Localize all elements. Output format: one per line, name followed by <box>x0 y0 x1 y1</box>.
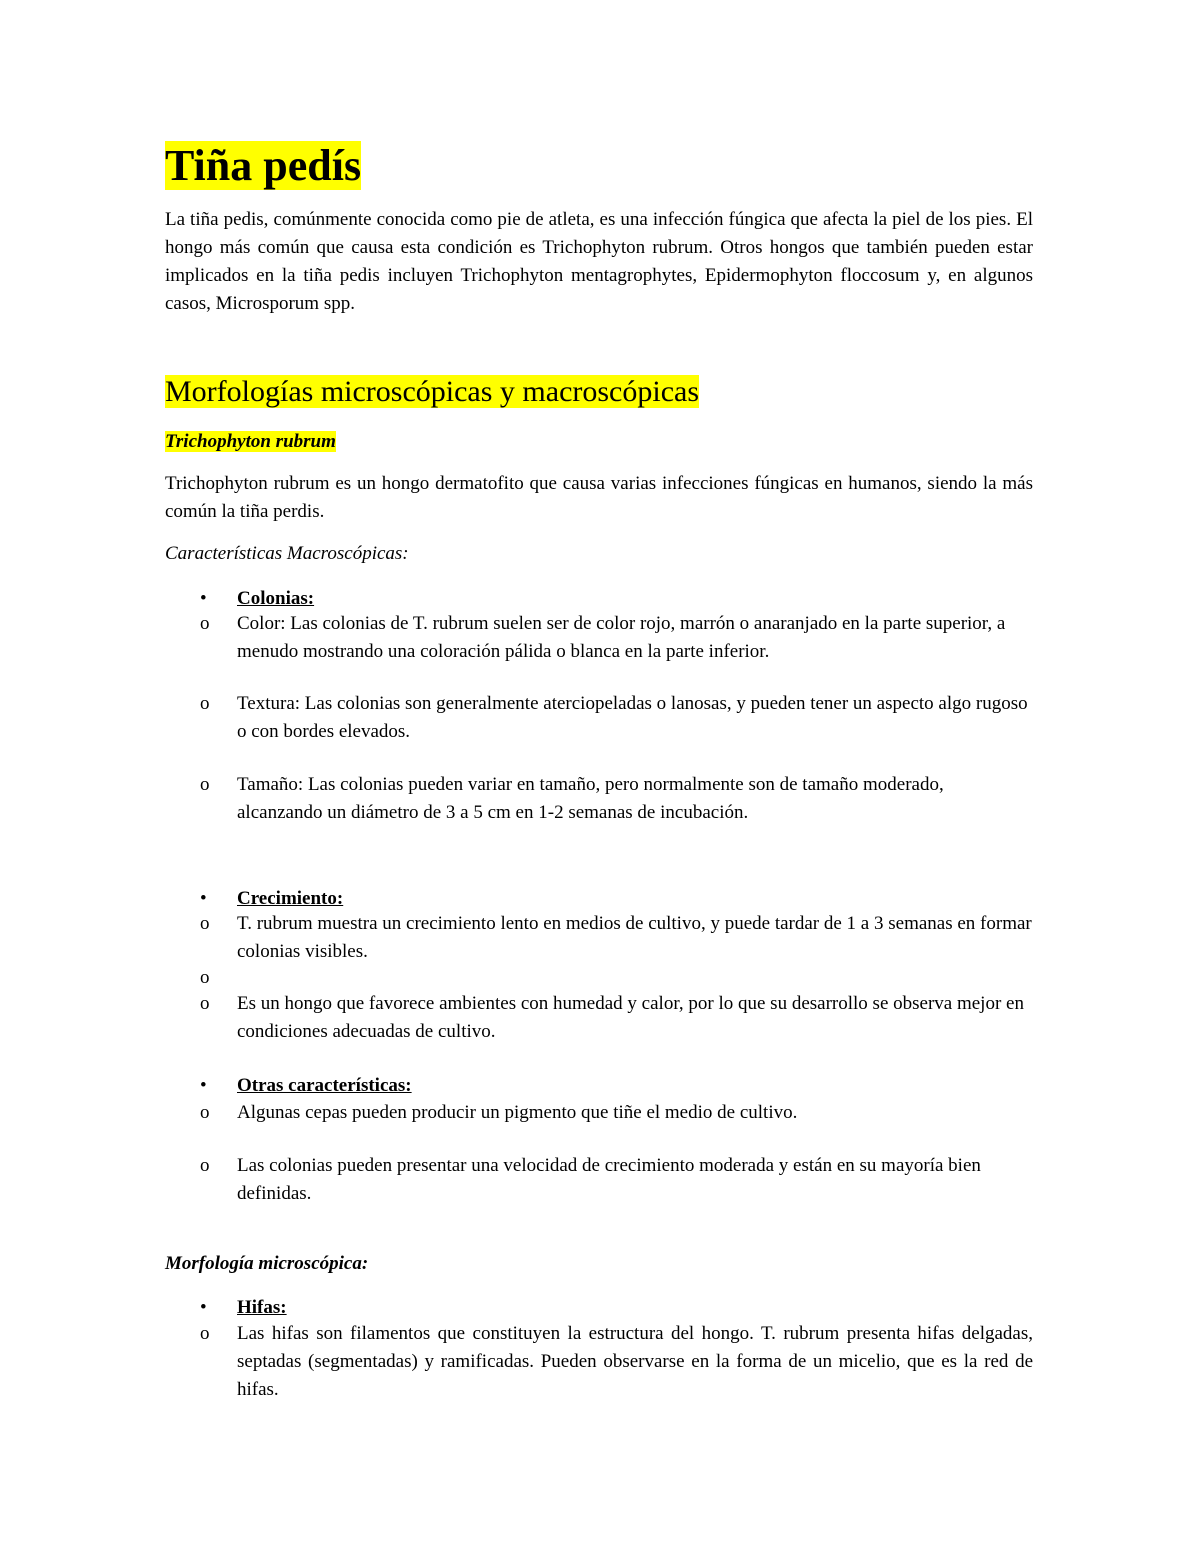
sub-marker: o <box>200 993 210 1014</box>
bullet-marker: • <box>200 888 207 909</box>
section-heading <box>165 372 699 412</box>
sub-marker: o <box>200 774 210 795</box>
list-item-text: Tamaño: Las colonias pueden variar en tamaño, pero normalmente son de tamaño moderado, alcanzando un diámetro de 3 a 5 cm en 1-2 semanas de incubación. <box>237 774 944 823</box>
intro-paragraph: La tiña pedis, comúnmente conocida como pie de atleta, es una infección fúngica que afecta la piel de los pies. El hongo más común que causa esta condición es Trichophyton rubrum. Otros hongos que también pueden estar implicados en la tiña pedis incluyen Trichophyton mentagrophytes, Epidermophyton floccosum y, en algunos casos, Microsporum spp. <box>165 209 1033 314</box>
macro-label: Características Macroscópicas: <box>165 543 409 564</box>
subsection-paragraph: Trichophyton rubrum es un hongo dermatofito que causa varias infecciones fúngicas en humanos, siendo la más común la tiña perdis. <box>165 473 1033 522</box>
sub-marker: o <box>200 913 210 934</box>
list-item-text: Textura: Las colonias son generalmente aterciopeladas o lanosas, y pueden tener un aspecto algo rugoso o con bordes elevados. <box>237 693 1028 742</box>
bullet-heading-crecimiento: Crecimiento: <box>237 888 344 909</box>
bullet-marker: • <box>200 588 207 609</box>
list-item-text: Las colonias pueden presentar una velocidad de crecimiento moderada y están en su mayoría bien definidas. <box>237 1155 981 1204</box>
sub-marker: o <box>200 613 210 634</box>
section-highlight: Morfologías microscópicas y macroscópicas <box>165 375 700 408</box>
sub-marker: o <box>200 693 210 714</box>
micro-label: Morfología microscópica: <box>165 1253 369 1274</box>
document-title <box>165 138 361 194</box>
bullet-marker: • <box>200 1075 207 1096</box>
sub-marker: o <box>200 967 210 988</box>
list-item-text: Algunas cepas pueden producir un pigmento que tiñe el medio de cultivo. <box>237 1102 798 1123</box>
list-item-text: T. rubrum muestra un crecimiento lento en medios de cultivo, y puede tardar de 1 a 3 semanas en formar colonias visibles. <box>237 913 1032 962</box>
list-item-text: Color: Las colonias de T. rubrum suelen ser de color rojo, marrón o anaranjado en la parte superior, a menudo mostrando una coloración pálida o blanca en la parte inferior. <box>237 613 1006 662</box>
subsection-heading <box>165 428 336 456</box>
sub-marker: o <box>200 1102 210 1123</box>
bullet-heading-colonias: Colonias: <box>237 588 315 609</box>
list-item-text: Es un hongo que favorece ambientes con humedad y calor, por lo que su desarrollo se observa mejor en condiciones adecuadas de cultivo. <box>237 993 1024 1042</box>
bullet-heading-hifas: Hifas: <box>237 1297 287 1318</box>
bullet-marker: • <box>200 1297 207 1318</box>
list-item-text: Las hifas son filamentos que constituyen la estructura del hongo. T. rubrum presenta hifas delgadas, septadas (segmentadas) y ramificadas. Pueden observarse en la forma de un micelio, que es la red de hifas. <box>237 1323 1033 1400</box>
bullet-heading-otras: Otras características: <box>237 1075 412 1096</box>
subsection-highlight: Trichophyton rubrum <box>165 431 336 452</box>
sub-marker: o <box>200 1323 210 1344</box>
title-highlight: Tiña pedís <box>165 141 362 190</box>
sub-marker: o <box>200 1155 210 1176</box>
